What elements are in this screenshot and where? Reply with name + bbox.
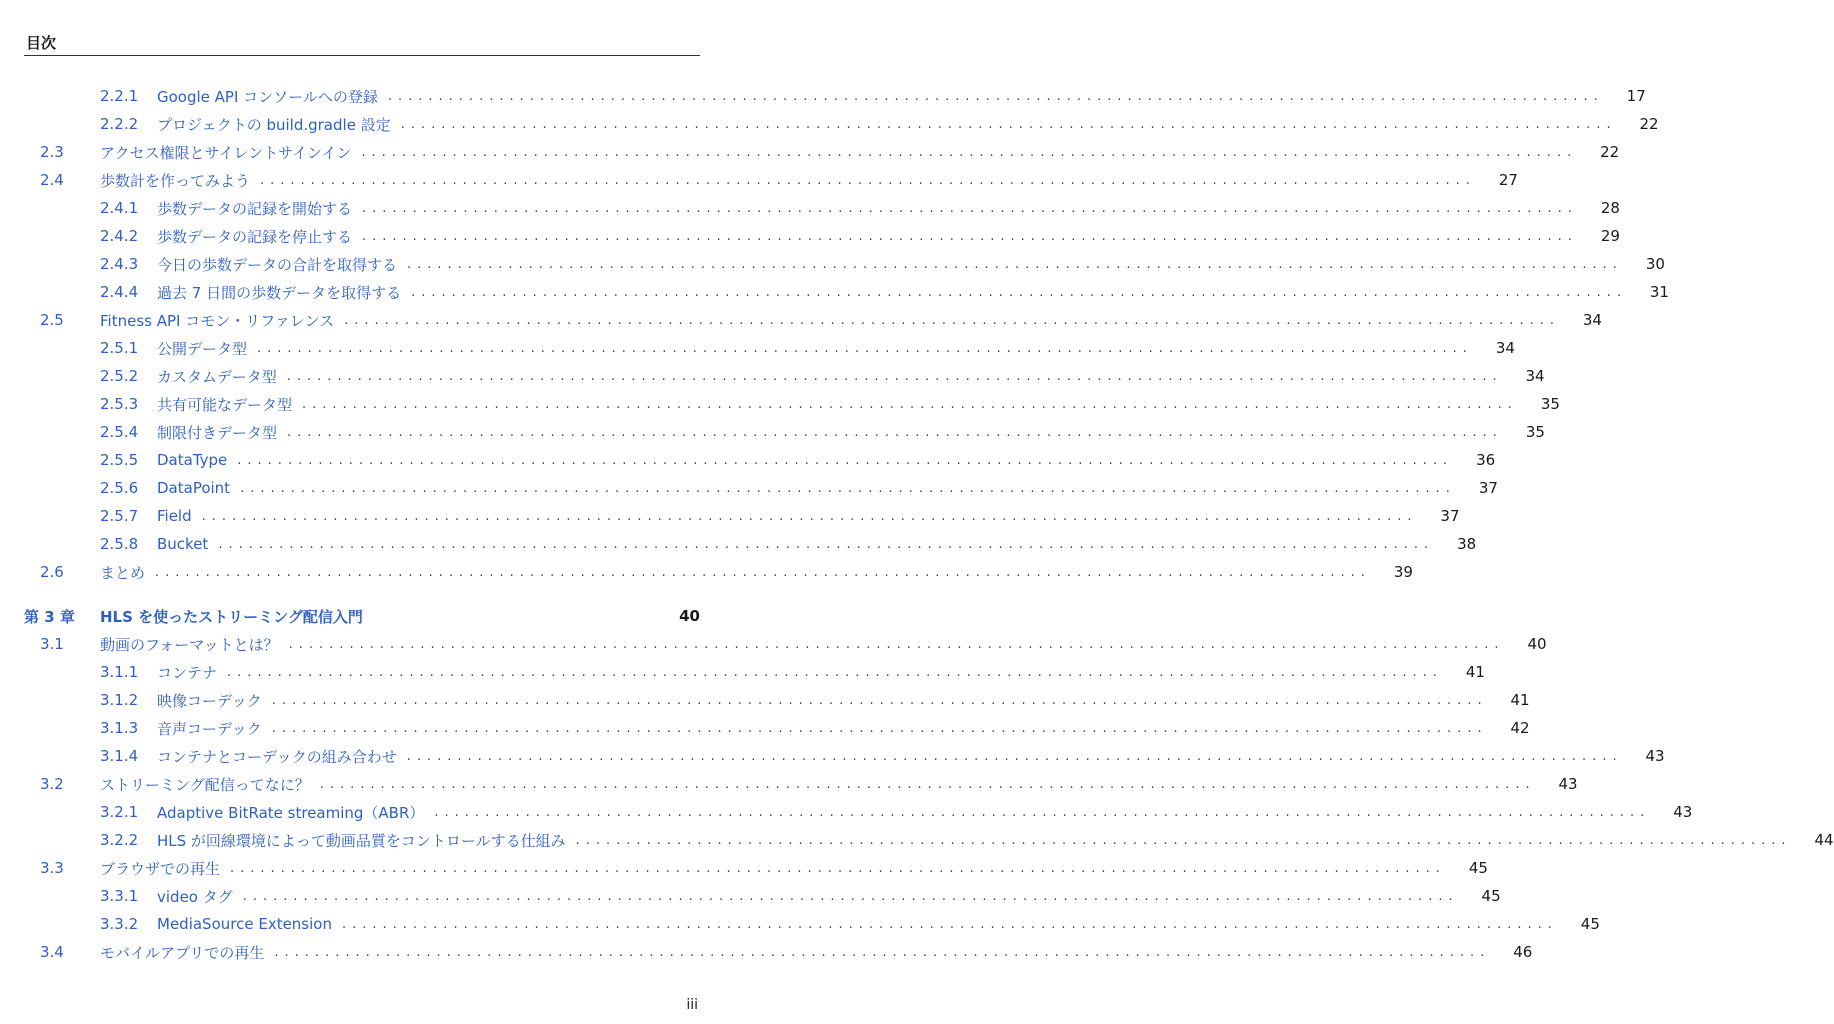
toc-entry-line (100, 858, 1488, 879)
toc-entry-title: HLS を使ったストリーミング配信入門 (100, 607, 363, 626)
toc-entry-page: 43 (1673, 803, 1693, 821)
toc-entry-title: コンテナ (157, 663, 218, 682)
toc-entry-number: 3.3.1 (100, 887, 139, 905)
dot-leader: ........................................................................................................................ (287, 424, 1503, 440)
toc-entry-page: 40 (1527, 635, 1547, 653)
toc-entry-title: 映像コーデック (157, 691, 262, 710)
toc-entry-title: 今日の歩数データの合計を取得する (157, 255, 398, 274)
toc-entry-line (157, 198, 1620, 219)
toc-entry-line (157, 915, 1600, 933)
toc-entry-title: MediaSource Extension (157, 915, 332, 933)
dot-leader: ........................................................................................................................ (218, 536, 1435, 552)
toc-entry-title: DataPoint (157, 479, 231, 497)
toc-entry-page: 42 (1510, 719, 1530, 737)
toc-entry-number: 2.5.1 (100, 339, 139, 357)
toc-entry-line (157, 690, 1530, 711)
toc-entry-title: Field (157, 507, 192, 525)
toc-entry-line (100, 942, 1533, 963)
toc-entry-number: 3.1.1 (100, 663, 139, 681)
toc-entry-page: 45 (1580, 915, 1600, 933)
dot-leader: ........................................................................................................................ (230, 860, 1446, 876)
toc-entry-page: 34 (1582, 311, 1602, 329)
toc-entry-title: Fitness API コモン・リファレンス (100, 311, 335, 330)
toc-entry-line (157, 254, 1665, 275)
toc-entry-number: 2.3 (40, 143, 64, 161)
toc-entry-line (157, 886, 1501, 907)
toc-entry-number: 3.2.1 (100, 803, 139, 821)
toc-entry-subsec[interactable] (24, 280, 1669, 304)
toc-entry-page: 37 (1478, 479, 1498, 497)
toc-entry-number: 2.5.8 (100, 535, 139, 553)
toc-entry-page: 17 (1626, 87, 1646, 105)
toc-entry-subsec[interactable] (24, 364, 1545, 388)
dot-leader: ........................................................................................................................ (271, 692, 1488, 708)
toc-entry-line (100, 142, 1620, 163)
page-header-title: 目次 (26, 34, 57, 52)
toc-entry-number: 2.4.3 (100, 255, 139, 273)
toc-entry-subsec[interactable] (24, 224, 1620, 248)
toc-entry-title: プロジェクトの build.gradle 設定 (157, 115, 391, 134)
toc-entry-subsec[interactable] (24, 828, 1834, 852)
toc-entry-subsec[interactable] (24, 912, 1600, 936)
toc-entry-number: 3.1.2 (100, 691, 139, 709)
toc-entry-line (100, 774, 1578, 795)
toc-entry-line (157, 535, 1477, 553)
dot-leader: ........................................................................................................................ (387, 88, 1604, 104)
toc-entry-number: 2.4 (40, 171, 64, 189)
page-number: iii (686, 997, 698, 1013)
dot-leader: ........................................................................................................................ (237, 452, 1454, 468)
toc-entry-title: アクセス権限とサイレントサインイン (100, 143, 352, 162)
dot-leader: ........................................................................................................................ (155, 564, 1371, 580)
toc-entry-subsec[interactable] (24, 660, 1485, 684)
toc-entry-sec[interactable] (24, 940, 1533, 964)
toc-entry-line (157, 394, 1560, 415)
toc-entry-page: 44 (1814, 831, 1834, 849)
toc-entry-number: 2.5.4 (100, 423, 139, 441)
toc-entry-number: 3.1.4 (100, 747, 139, 765)
toc-entry-subsec[interactable] (24, 336, 1515, 360)
toc-entry-page: 22 (1600, 143, 1620, 161)
toc-entry-line (157, 366, 1545, 387)
toc-entry-page: 36 (1476, 451, 1496, 469)
toc-entry-number: 第 3 章 (24, 607, 75, 626)
toc-entry-page: 45 (1481, 887, 1501, 905)
dot-leader: ........................................................................................................................ (400, 116, 1617, 132)
toc-entry-number: 2.5 (40, 311, 64, 329)
toc-entry-title: 公開データ型 (157, 339, 248, 358)
dot-leader: ........................................................................................................................ (362, 200, 1578, 216)
toc-entry-page: 28 (1600, 199, 1620, 217)
toc-entry-number: 2.6 (40, 563, 64, 581)
toc-entry-line (100, 606, 700, 627)
toc-entry-sec[interactable] (24, 308, 1602, 332)
dot-leader: ........................................................................................................................ (407, 256, 1623, 272)
dot-leader: ........................................................................................................................ (201, 508, 1418, 524)
toc-entry-subsec[interactable] (24, 744, 1665, 768)
toc-entry-title: モバイルアプリでの再生 (100, 943, 265, 962)
toc-entry-line (157, 451, 1496, 469)
toc-entry-number: 2.4.2 (100, 227, 139, 245)
toc-entry-title: 制限付きデータ型 (157, 423, 278, 442)
toc-entry-page: 29 (1600, 227, 1620, 245)
dot-leader: ........................................................................................................................ (227, 664, 1443, 680)
toc-entry-line (157, 114, 1659, 135)
toc-entry-number: 2.5.2 (100, 367, 139, 385)
toc-entry-title: 歩数データの記録を停止する (157, 227, 353, 246)
toc-entry-page: 40 (679, 607, 700, 625)
toc-entry-page: 35 (1525, 423, 1545, 441)
toc-entry-number: 2.2.1 (100, 87, 139, 105)
toc-entry-number: 2.5.3 (100, 395, 139, 413)
toc-entry-page: 41 (1510, 691, 1530, 709)
toc-entry-line (157, 507, 1460, 525)
toc-entry-sec[interactable] (24, 772, 1578, 796)
toc-entry-line (157, 746, 1665, 767)
toc-entry-line (157, 86, 1646, 107)
toc-entry-line (157, 830, 1834, 851)
dot-leader: ........................................................................................................................ (271, 720, 1488, 736)
toc-entry-number: 2.4.4 (100, 283, 139, 301)
toc-entry-page: 27 (1498, 171, 1518, 189)
dot-leader: ........................................................................................................................ (362, 228, 1578, 244)
toc-entry-subsec[interactable] (24, 448, 1496, 472)
toc-entry-page: 31 (1649, 283, 1669, 301)
toc-entry-page: 34 (1495, 339, 1515, 357)
toc-entry-title: HLS が回線環境によって動画品質をコントロールする仕組み (157, 831, 566, 850)
toc-entry-line (157, 422, 1545, 443)
toc-entry-subsec[interactable] (24, 196, 1620, 220)
toc-entry-subsec[interactable] (24, 84, 1646, 108)
toc-entry-title: コンテナとコーデックの組み合わせ (157, 747, 397, 766)
toc-entry-title: ブラウザでの再生 (100, 859, 221, 878)
toc-entry-sec[interactable] (24, 168, 1518, 192)
toc-entry-page: 35 (1540, 395, 1560, 413)
toc-entry-subsec[interactable] (24, 476, 1498, 500)
toc-entry-subsec[interactable] (24, 884, 1501, 908)
toc-entry-page: 45 (1468, 859, 1488, 877)
toc-entry-title: 動画のフォーマットとは？ (100, 635, 279, 654)
toc-entry-page: 34 (1525, 367, 1545, 385)
toc-entry-number: 2.5.7 (100, 507, 139, 525)
toc-entry-subsec[interactable] (24, 716, 1530, 740)
toc-entry-line (157, 338, 1515, 359)
dot-leader: ........................................................................................................................ (344, 312, 1560, 328)
toc-entry-chapter[interactable] (24, 604, 700, 628)
toc-entry-title: Google API コンソールへの登録 (157, 87, 378, 106)
toc-entry-page: 43 (1558, 775, 1578, 793)
toc-entry-line (157, 226, 1620, 247)
dot-leader: ........................................................................................................................ (406, 748, 1623, 764)
toc-entry-subsec[interactable] (24, 252, 1665, 276)
toc-entry-number: 3.2.2 (100, 831, 139, 849)
toc-entry-number: 3.1 (40, 635, 64, 653)
toc-entry-number: 2.4.1 (100, 199, 139, 217)
toc-entry-page: 22 (1639, 115, 1659, 133)
toc-entry-number: 3.3 (40, 859, 64, 877)
toc-entry-title: 歩数データの記録を開始する (157, 199, 353, 218)
toc-entry-subsec[interactable] (24, 420, 1545, 444)
toc-entry-sec[interactable] (24, 560, 1413, 584)
toc-entry-title: 共有可能なデータ型 (157, 395, 293, 414)
toc-entry-title: Adaptive BitRate streaming（ABR） (157, 803, 425, 822)
toc-entry-title: カスタムデータ型 (157, 367, 277, 386)
toc-entry-title: 歩数計を作ってみよう (100, 171, 251, 190)
dot-leader: ........................................................................................................................ (242, 888, 1459, 904)
dot-leader: ........................................................................................................................ (260, 172, 1476, 188)
dot-leader: ........................................................................................................................ (240, 480, 1456, 496)
toc-entry-line (157, 718, 1530, 739)
toc-entry-number: 2.5.5 (100, 451, 139, 469)
toc-entry-line (157, 479, 1498, 497)
toc-entry-sec[interactable] (24, 140, 1620, 164)
toc-entry-sec[interactable] (24, 632, 1547, 656)
dot-leader: ........................................................................................................................ (319, 776, 1536, 792)
toc-entry-title: Bucket (157, 535, 209, 553)
toc-entry-title: まとめ (100, 563, 146, 582)
toc-entry-title: 過去 7 日間の歩数データを取得する (157, 283, 402, 302)
toc-entry-line (157, 662, 1485, 683)
toc-entry-number: 2.5.6 (100, 479, 139, 497)
dot-leader: ........................................................................................................................ (341, 916, 1558, 932)
dot-leader: ........................................................................................................................ (288, 636, 1505, 652)
dot-leader: ........................................................................................................................ (434, 804, 1651, 820)
toc-entry-subsec[interactable] (24, 392, 1560, 416)
header-divider (24, 55, 700, 56)
toc-entry-line (100, 562, 1413, 583)
dot-leader: ........................................................................................................................ (274, 944, 1491, 960)
dot-leader: ........................................................................................................................ (302, 396, 1518, 412)
toc-entry-number: 3.4 (40, 943, 64, 961)
toc-entry-page: 38 (1457, 535, 1477, 553)
toc-entry-number: 3.3.2 (100, 915, 139, 933)
toc-entry-subsec[interactable] (24, 504, 1460, 528)
toc-entry-page: 41 (1465, 663, 1485, 681)
toc-entry-page: 37 (1440, 507, 1460, 525)
toc-entry-number: 3.2 (40, 775, 64, 793)
toc-entry-line (157, 282, 1669, 303)
toc-entry-page: 43 (1645, 747, 1665, 765)
dot-leader: ........................................................................................................................ (257, 340, 1473, 356)
toc-entry-line (100, 170, 1518, 191)
toc-entry-title: video タグ (157, 887, 233, 906)
toc-entry-number: 3.1.3 (100, 719, 139, 737)
toc-entry-line (100, 310, 1602, 331)
dot-leader: ........................................................................................................................ (286, 368, 1503, 384)
dot-leader: ........................................................................................................................ (361, 144, 1578, 160)
toc-entry-subsec[interactable] (24, 112, 1659, 136)
toc-entry-page: 39 (1393, 563, 1413, 581)
toc-entry-title: ストリーミング配信ってなに？ (100, 775, 310, 794)
toc-entry-subsec[interactable] (24, 800, 1693, 824)
toc-entry-number: 2.2.2 (100, 115, 139, 133)
toc-entry-title: DataType (157, 451, 228, 469)
toc-entry-page: 30 (1645, 255, 1665, 273)
toc-entry-line (100, 634, 1547, 655)
toc-entry-subsec[interactable] (24, 688, 1530, 712)
toc-entry-page: 46 (1513, 943, 1533, 961)
toc-entry-sec[interactable] (24, 856, 1488, 880)
toc-entry-title: 音声コーデック (157, 719, 262, 738)
toc-entry-line (157, 802, 1693, 823)
toc-entry-subsec[interactable] (24, 532, 1477, 556)
dot-leader: ........................................................................................................................ (575, 832, 1792, 848)
dot-leader: ........................................................................................................................ (411, 284, 1627, 300)
